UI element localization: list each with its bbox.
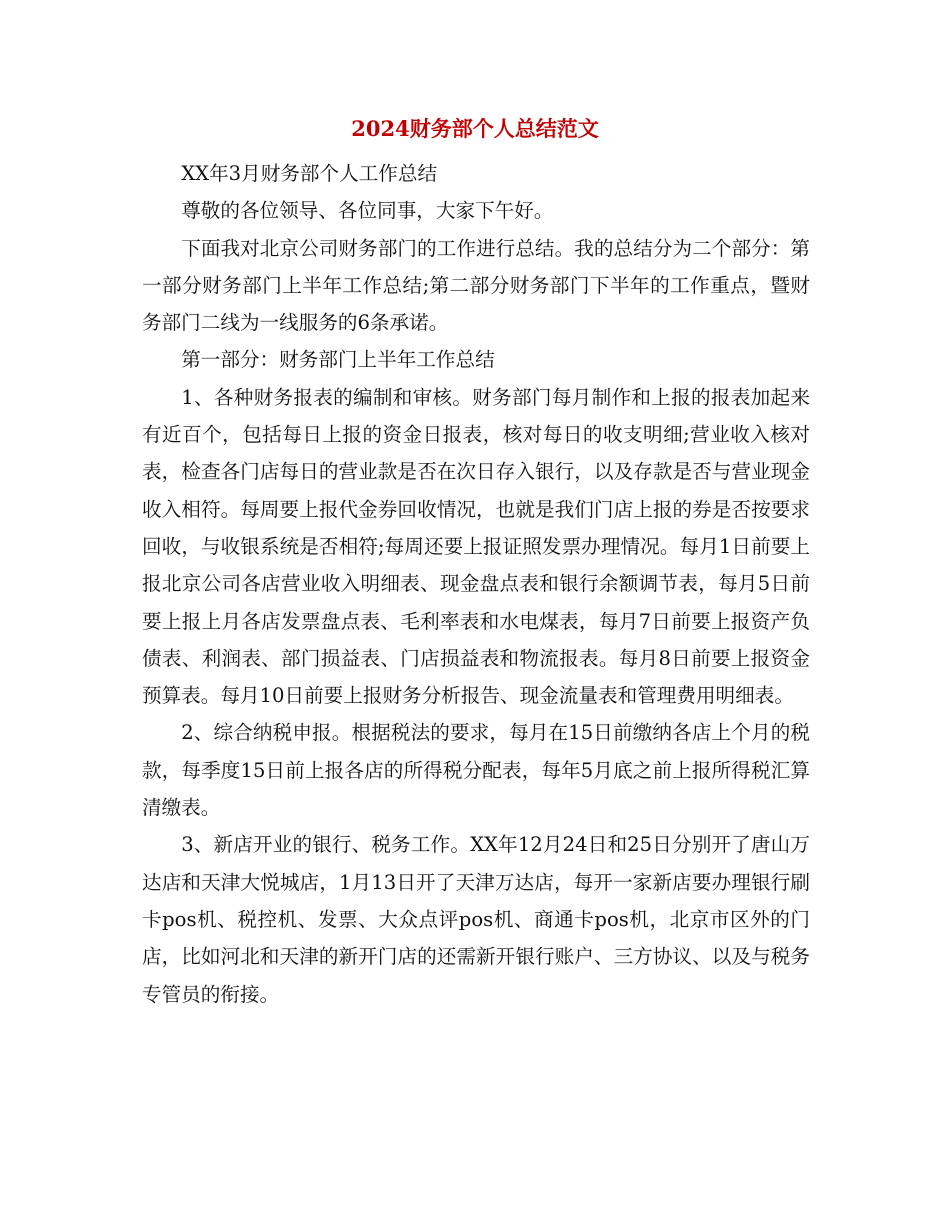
paragraph-item-2-tax: 2、综合纳税申报。根据税法的要求，每月在15日前缴纳各店上个月的税款，每季度15日前上报各店的所得税分配表，每年5月底之前上报所得税汇算清缴表。 bbox=[142, 721, 810, 820]
document-body bbox=[142, 155, 810, 1013]
paragraph-part-one-heading: 第一部分：财务部门上半年工作总结 bbox=[181, 348, 495, 372]
paragraph-greeting: 尊敬的各位领导、各位同事，大家下午好。 bbox=[181, 199, 554, 223]
paragraph-item-1-reports: 1、各种财务报表的编制和审核。财务部门每月制作和上报的报表加起来有近百个，包括每日上报的资金日报表，核对每日的收支明细;营业收入核对表，检查各门店每日的营业款是否在次日存入银行，以及存款是否与营业现金收入相符。每周要上报代金券回收情况，也就是我们门店上报的券是否按要求回收，与收银系统是否相符;每周还要上报证照发票办理情况。每月1日前要上报北京公司各店营业收入明细表、现金盘点表和银行余额调节表，每月5日前要上报上月各店发票盘点表、毛利率表和水电煤表，每月7日前要上报资产负债表、利润表、部门损益表、门店损益表和物流报表。每月8日前要上报资金预算表。每月10日前要上报财务分析报告、现金流量表和管理费用明细表。 bbox=[142, 385, 810, 708]
paragraph-item-3-new-stores: 3、新店开业的银行、税务工作。XX年12月24日和25日分别开了唐山万达店和天津大悦城店，1月13日开了天津万达店，每开一家新店要办理银行刷卡pos机、税控机、发票、大众点评pos机、商通卡pos机，北京市区外的门店，比如河北和天津的新开门店的还需新开银行账户、三方协议、以及与税务专管员的衔接。 bbox=[142, 833, 810, 1006]
paragraph-intro: 下面我对北京公司财务部门的工作进行总结。我的总结分为二个部分：第一部分财务部门上半年工作总结;第二部分财务部门下半年的工作重点，暨财务部门二线为一线服务的6条承诺。 bbox=[142, 236, 810, 335]
document-title: 2024财务部个人总结范文 bbox=[351, 116, 599, 141]
paragraph-report-heading: XX年3月财务部个人工作总结 bbox=[181, 162, 438, 185]
